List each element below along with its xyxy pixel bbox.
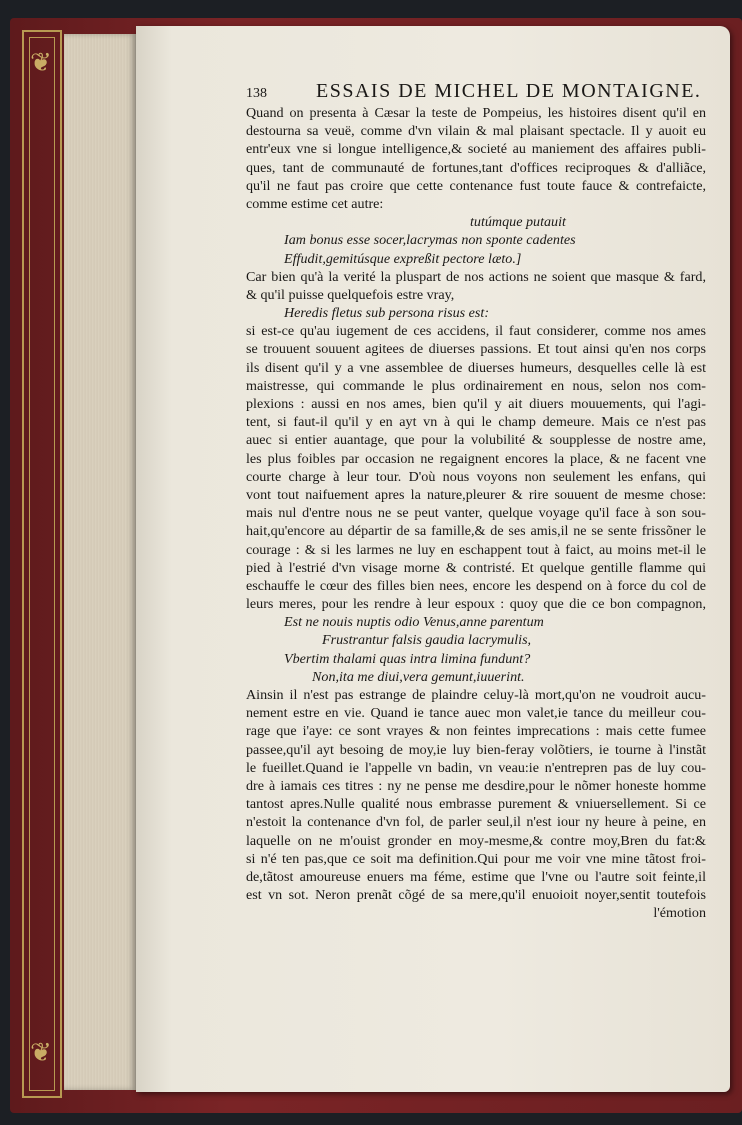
running-title: ESSAIS DE MICHEL DE MONTAIGNE. [316,80,702,102]
text-lines [246,104,706,922]
verse-line: Vbertim thalami quas intra limina fundunt? [284,650,531,667]
text-line: hait,qu'encore au départir de sa famille,& de ses amis,il ne se sente frissõner le [246,523,706,540]
text-line: ils disent qu'il y a vne assemblee de diuerses humeurs, desquelles celle là est [246,359,706,376]
text-line: destourna sa veuë, comme d'vn vilain & mal plaisant spectacle. Il y auoit eu [246,123,706,140]
text-line: si est-ce qu'au iugement de ces accidens, il faut considerer, comme nos ames [246,323,706,340]
verse-line: Iam bonus esse socer,lacrymas non sponte cadentes [284,232,576,249]
text-line: tantost apres.Nulle qualité nous embrasse purement & vniuersellement. Si ce [246,796,706,813]
text-line: nement estre en vie. Quand ie tance auec mon valet,ie tance du meilleur cou- [246,705,706,722]
text-line: eschauffe le cœur des filles bien nees, encore les despend on à force du col de [246,577,706,594]
text-line: qu'il ne faut pas croire que cette contenance fust toute fauce & contrefaicte, [246,177,706,194]
text-line: de,tãtost amoureuse enuers ma féme, estime que l'vne ou l'autre soit feinte,il [246,868,706,885]
text-line: est vn sot. Neron prenãt cõgé de sa mere,qu'il enuoioit noyer,sentit toutefois [246,887,706,904]
text-line: vont tout naifuement apres la nature,pleurer & rire souuent de mesme chose: [246,486,706,503]
text-line: si n'é ten pas,que ce soit ma definition.Qui pour me voir vne mine tãtost froi- [246,850,706,867]
text-line: Ainsin il n'est pas estrange de plaindre celuy-là mort,qu'on ne voudroit aucu- [246,687,706,703]
text-line: ques, tant de communauté de fortunes,tant d'offices reciproques & d'alliãce, [246,159,706,176]
text-line: courage : & si les larmes ne luy en eschappent tout à faict, au moins met-il le [246,541,706,558]
text-line: plexions : aussi en nos ames, bien qu'il y ait diuers mouuements, qui l'agi- [246,396,706,412]
text-line: courte charge à leur tour. D'où nous voyons non seulement les enfans, qui [246,468,706,485]
text-line: les plus foibles par occasion ne regaignent encores la place, & ne facent vne [246,450,706,467]
text-line: le fueillet.Quand ie l'appelle vn badin, vn veau:ie n'entrepren pas de luy cou- [246,759,706,776]
gilt-border [22,30,62,1098]
text-line: se trouuent souuent agitees de diuerses passions. Et tout ainsi qu'en nos corps [246,341,706,358]
page-number: 138 [246,86,267,101]
verse-line: Heredis fletus sub persona risus est: [284,305,490,322]
text-line: tent, si faut-il qu'il y en ayt vn à qui le champ demeure. Mais ce n'est pas [246,414,706,431]
text-line: laquelle on ne m'ouist gronder en moy-mesme,& contre moy,Bren du fat:& [246,832,706,849]
text-line: Quand on presenta à Cæsar la teste de Pompeius, les histoires disent qu'il en [246,105,706,121]
text-line: & qu'il puisse quelquefois estre vray, [246,286,455,303]
catchword: l'émotion [653,905,706,922]
fleuron-ornament-icon: ❦ [30,1038,52,1068]
text-line: mais nul d'entre nous ne se peut vanter, quelque voyage qu'il face à son sou- [246,505,706,522]
verse-line: Frustrantur falsis gaudia lacrymulis, [322,632,532,649]
text-line: n'estoit la contenance d'vn fol, de parler seul,il n'est iour ny heure à peine, en [246,814,706,831]
verse-line: tutúmque putauit [470,214,566,231]
text-line: rage que i'aye: ce sont vrayes & non feintes imprecations : mais cette fumee [246,723,706,740]
text-line: Car bien qu'à la verité la pluspart de nos actions ne soient que masque & fard, [246,268,706,285]
text-line: dre à iamais ces titres : ny ne pense me desdire,pour le nõmer honeste homme [246,777,706,794]
text-line: pied à l'estrié d'vn visage morne & contristé. Et quelque gentille flamme qui [246,559,706,576]
text-line: entr'eux vne si longue intelligence,& societé au maniement des affaires publi- [246,141,706,158]
page-edges [64,34,136,1090]
text-line: auec si entier auantage, que pour la volubilité & soupplesse de nostre ame, [246,432,706,449]
verse-line: Non,ita me diui,vera gemunt,iuuerint. [312,668,525,685]
page-header [246,80,706,104]
verse-line: Est ne nouis nuptis odio Venus,anne parentum [284,614,544,631]
text-line: maistresse, qui commande le plus ordinairement en nous, selon nos com- [246,377,706,394]
text-line: leurs meres, pour les rendre à leur espoux : quoy que die ce bon compagnon, [246,596,706,613]
fleuron-ornament-icon: ❦ [30,48,52,78]
text-line: passee,qu'il ayt besoing de moy,ie luy bien-feray volõtiers, ie tourne à l'instãt [246,741,706,758]
text-line: comme estime cet autre: [246,195,384,212]
page-text [246,80,706,922]
verse-line: Effudit,gemitúsque expreßit pectore læto.] [284,250,522,267]
